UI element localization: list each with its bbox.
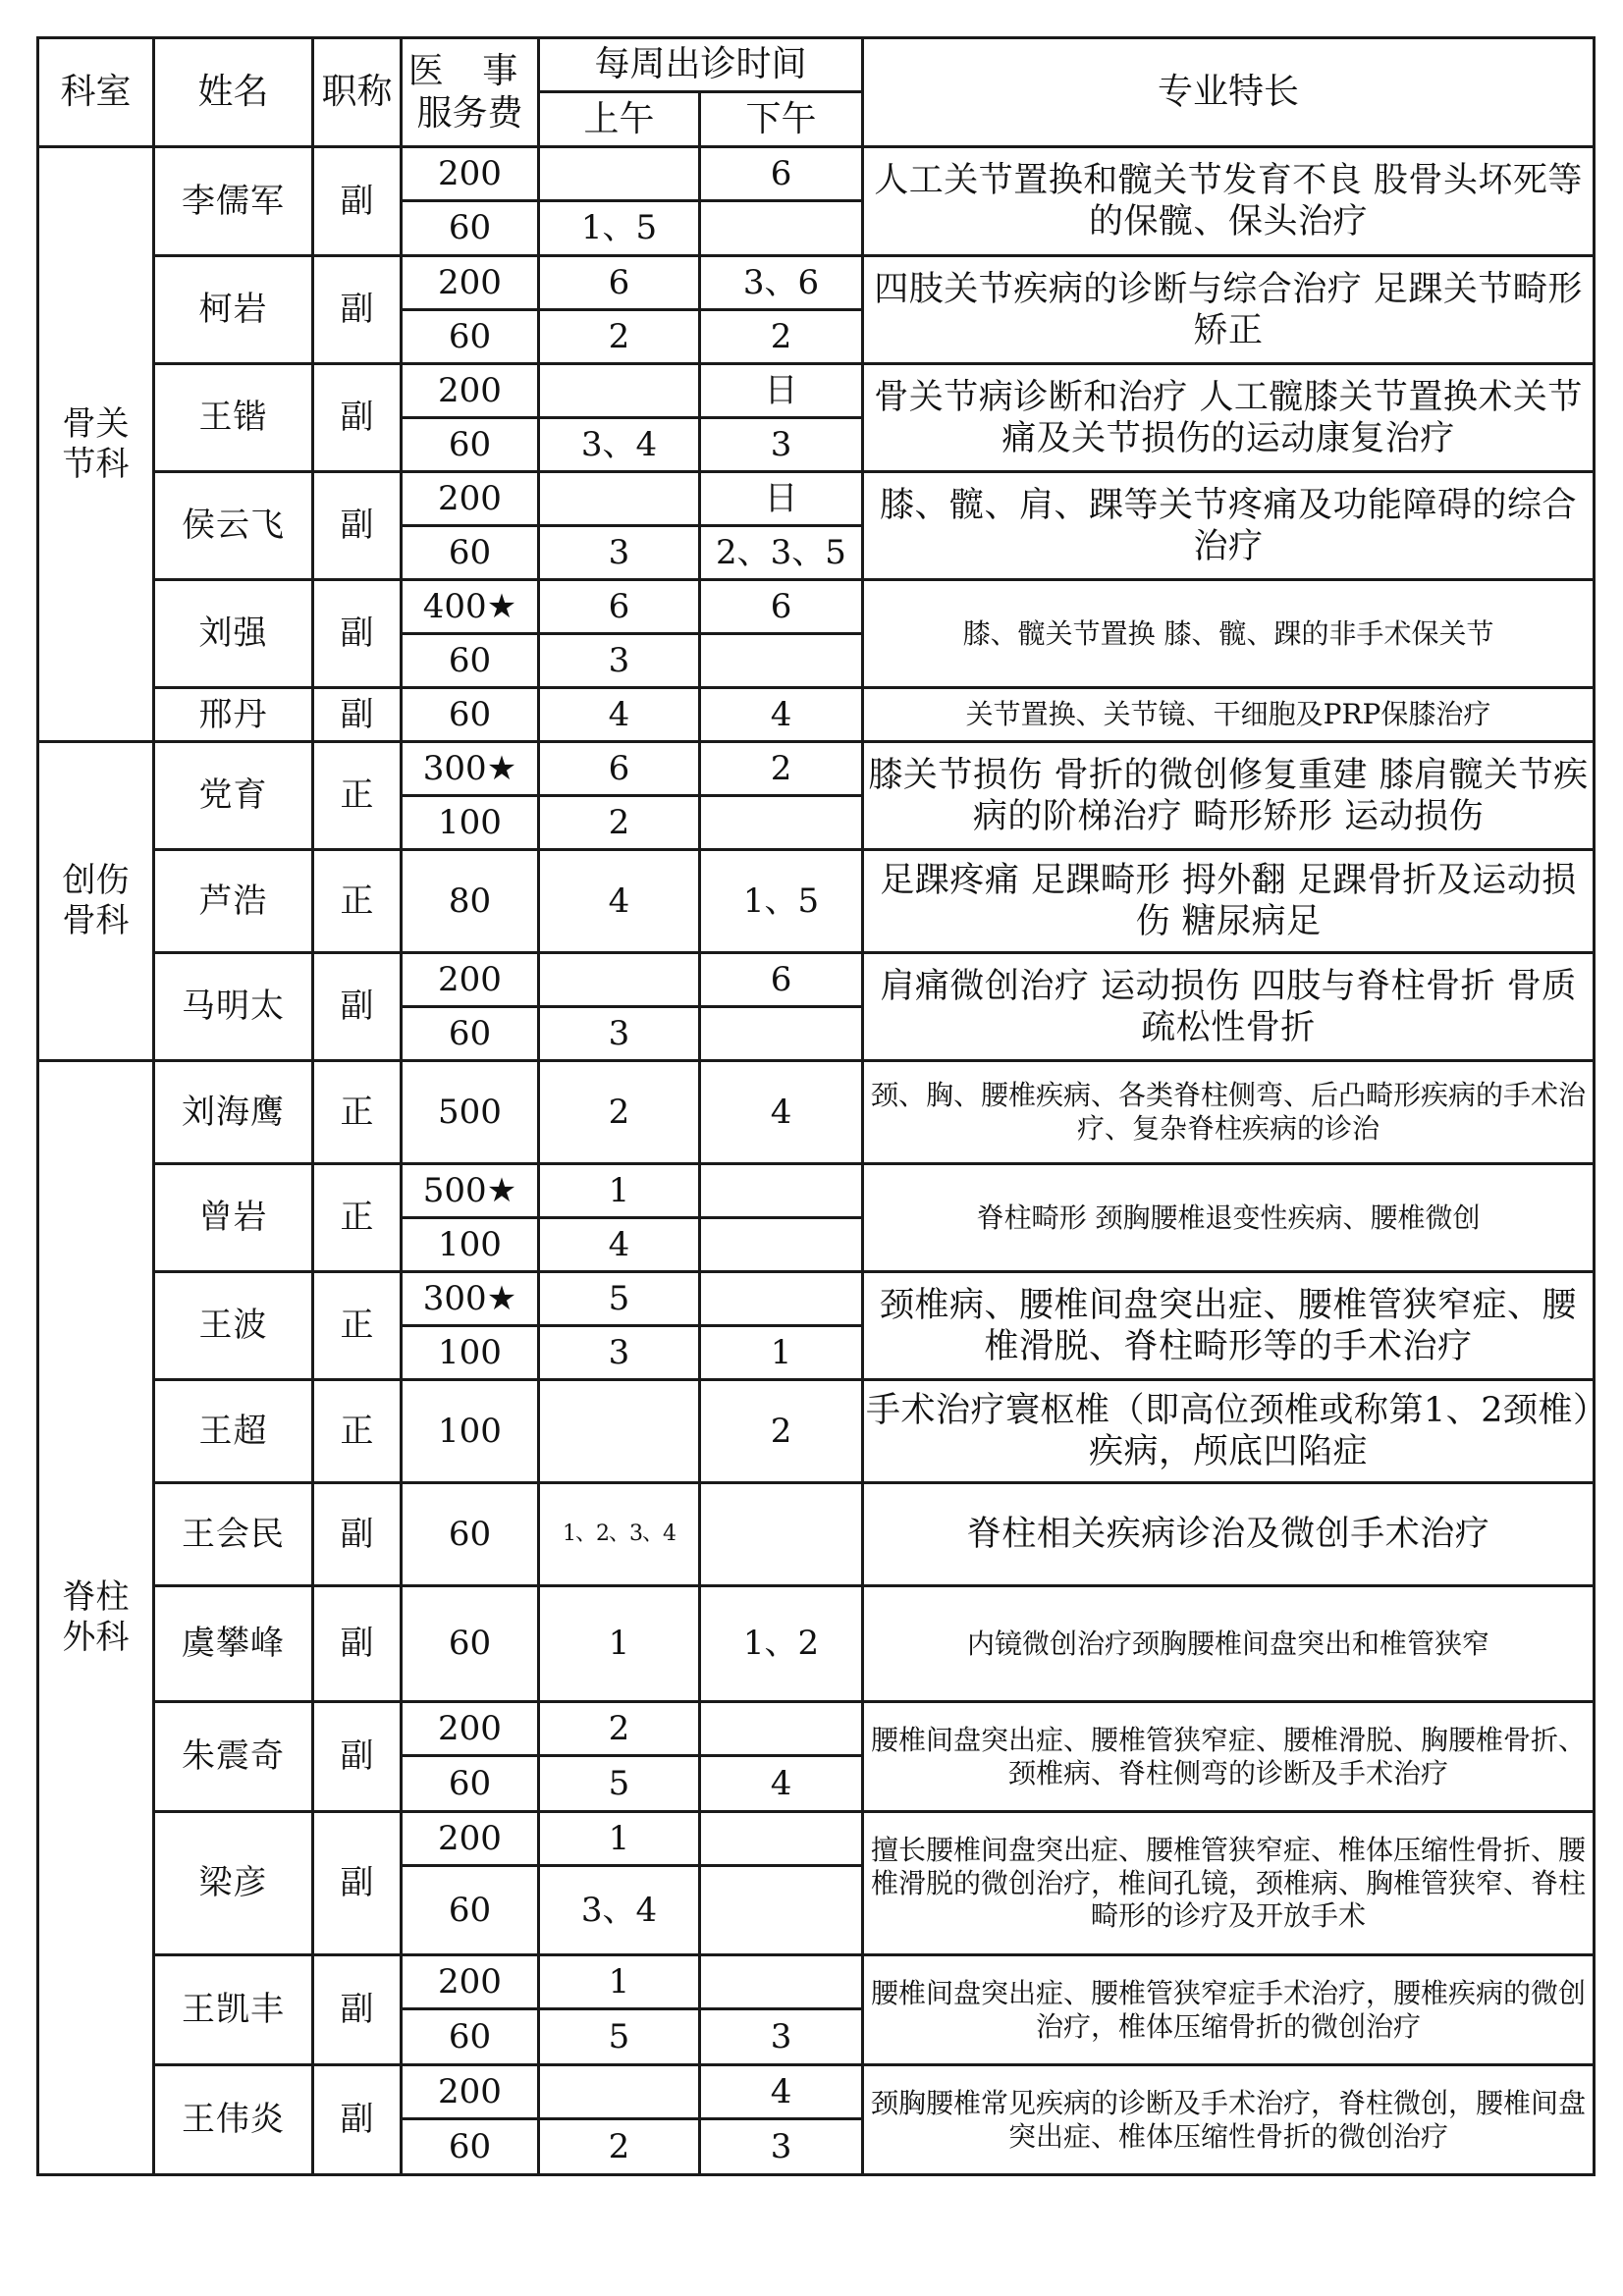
- fee-cell: 500: [402, 1061, 539, 1164]
- specialty-cell: 颈椎病、腰椎间盘突出症、腰椎管狭窄症、腰椎滑脱、脊柱畸形等的手术治疗: [863, 1272, 1595, 1380]
- am-cell: 3: [539, 1326, 700, 1380]
- pm-cell: [700, 1702, 863, 1756]
- specialty-cell: 脊柱相关疾病诊治及微创手术治疗: [863, 1483, 1595, 1586]
- pm-cell: [700, 1007, 863, 1061]
- specialty-cell: 膝、髋关节置换 膝、髋、踝的非手术保关节: [863, 580, 1595, 688]
- fee-cell: 300★: [402, 1272, 539, 1326]
- doctor-name: 马明太: [154, 953, 313, 1061]
- header-fee: [402, 38, 539, 147]
- am-cell: 5: [539, 1272, 700, 1326]
- doctor-name: 王凯丰: [154, 1955, 313, 2065]
- header-pm: 下午: [700, 92, 863, 147]
- fee-cell: 400★: [402, 580, 539, 634]
- header-dept: 科室: [38, 38, 154, 147]
- schedule-sheet: [36, 36, 1596, 2176]
- doctor-title: 正: [313, 1061, 402, 1164]
- am-cell: 3、4: [539, 418, 700, 472]
- am-cell: 2: [539, 796, 700, 850]
- pm-cell: [700, 1164, 863, 1218]
- pm-cell: 1: [700, 1326, 863, 1380]
- pm-cell: 3、6: [700, 256, 863, 310]
- doctor-title: 副: [313, 2065, 402, 2175]
- am-cell: 6: [539, 580, 700, 634]
- pm-cell: [700, 796, 863, 850]
- header-name: 姓名: [154, 38, 313, 147]
- fee-cell: 100: [402, 1218, 539, 1272]
- table-row: [38, 953, 1595, 1007]
- doctor-title: 正: [313, 1380, 402, 1483]
- table-row: [38, 1483, 1595, 1586]
- fee-cell: 200: [402, 953, 539, 1007]
- table-row: [38, 364, 1595, 418]
- table-row: [38, 1955, 1595, 2009]
- table-row: [38, 1272, 1595, 1326]
- pm-cell: 4: [700, 688, 863, 742]
- am-cell: [539, 364, 700, 418]
- table-row: [38, 850, 1595, 953]
- pm-cell: 4: [700, 2065, 863, 2119]
- fee-cell: 200: [402, 147, 539, 201]
- am-cell: 4: [539, 1218, 700, 1272]
- fee-cell: 100: [402, 796, 539, 850]
- dept-name-line2: 外科: [62, 1618, 130, 1657]
- dept-cell: [38, 147, 154, 742]
- doctor-name: 王会民: [154, 1483, 313, 1586]
- fee-cell: 200: [402, 1812, 539, 1866]
- pm-cell: 4: [700, 1061, 863, 1164]
- pm-cell: 3: [700, 418, 863, 472]
- pm-cell: [700, 1866, 863, 1955]
- fee-cell: 60: [402, 418, 539, 472]
- fee-cell: 200: [402, 1702, 539, 1756]
- specialty-cell: 内镜微创治疗颈胸腰椎间盘突出和椎管狭窄: [863, 1586, 1595, 1702]
- table-row: [38, 1586, 1595, 1702]
- pm-cell: 2: [700, 742, 863, 796]
- fee-cell: 60: [402, 1007, 539, 1061]
- doctor-name: 邢丹: [154, 688, 313, 742]
- pm-cell: [700, 201, 863, 256]
- doctor-title: 副: [313, 688, 402, 742]
- table-row: [38, 742, 1595, 796]
- dept-name-line1: 脊柱: [62, 1577, 130, 1618]
- doctor-name: 王超: [154, 1380, 313, 1483]
- fee-cell: 200: [402, 364, 539, 418]
- table-row: [38, 580, 1595, 634]
- table-row: [38, 1380, 1595, 1483]
- pm-cell: 3: [700, 2119, 863, 2175]
- table-row: [38, 1164, 1595, 1218]
- doctor-title: 副: [313, 364, 402, 472]
- am-cell: 2: [539, 1061, 700, 1164]
- am-cell: 3: [539, 526, 700, 580]
- pm-cell: [700, 1483, 863, 1586]
- am-cell: 6: [539, 256, 700, 310]
- am-cell: 3、4: [539, 1866, 700, 1955]
- fee-cell: 100: [402, 1380, 539, 1483]
- pm-cell: 3: [700, 2009, 863, 2065]
- doctor-name: 柯岩: [154, 256, 313, 364]
- am-cell: 5: [539, 2009, 700, 2065]
- pm-cell: 2、3、5: [700, 526, 863, 580]
- specialty-cell: 腰椎间盘突出症、腰椎管狭窄症、腰椎滑脱、胸腰椎骨折、颈椎病、脊柱侧弯的诊断及手术治疗: [863, 1702, 1595, 1812]
- fee-cell: 300★: [402, 742, 539, 796]
- specialty-cell: 手术治疗寰枢椎（即高位颈椎或称第1、2颈椎）疾病，颅底凹陷症: [863, 1380, 1595, 1483]
- header-am: 上午: [539, 92, 700, 147]
- pm-cell: 6: [700, 147, 863, 201]
- doctor-name: 梁彦: [154, 1812, 313, 1955]
- fee-cell: 100: [402, 1326, 539, 1380]
- am-cell: [539, 472, 700, 526]
- table-row: [38, 472, 1595, 526]
- specialty-cell: 四肢关节疾病的诊断与综合治疗 足踝关节畸形矫正: [863, 256, 1595, 364]
- specialty-cell: 膝关节损伤 骨折的微创修复重建 膝肩髋关节疾病的阶梯治疗 畸形矫形 运动损伤: [863, 742, 1595, 850]
- pm-cell: 1、5: [700, 850, 863, 953]
- specialty-cell: 颈、胸、腰椎疾病、各类脊柱侧弯、后凸畸形疾病的手术治疗、复杂脊柱疾病的诊治: [863, 1061, 1595, 1164]
- header-weekly-time: 每周出诊时间: [539, 38, 863, 92]
- fee-cell: 60: [402, 201, 539, 256]
- dept-name-line2: 骨科: [62, 901, 130, 940]
- header-fee-line1: 医 事: [407, 50, 532, 91]
- am-cell: [539, 147, 700, 201]
- doctor-title: 副: [313, 1483, 402, 1586]
- specialty-cell: 擅长腰椎间盘突出症、腰椎管狭窄症、椎体压缩性骨折、腰椎滑脱的微创治疗，椎间孔镜，颈椎病、胸椎管狭窄、脊柱畸形的诊疗及开放手术: [863, 1812, 1595, 1955]
- doctor-name: 朱震奇: [154, 1702, 313, 1812]
- fee-cell: 60: [402, 634, 539, 688]
- specialty-cell: 肩痛微创治疗 运动损伤 四肢与脊柱骨折 骨质疏松性骨折: [863, 953, 1595, 1061]
- doctor-name: 刘强: [154, 580, 313, 688]
- specialty-cell: 人工关节置换和髋关节发育不良 股骨头坏死等的保髋、保头治疗: [863, 147, 1595, 256]
- am-cell: [539, 1380, 700, 1483]
- pm-cell: [700, 1218, 863, 1272]
- fee-cell: 200: [402, 472, 539, 526]
- fee-cell: 60: [402, 1756, 539, 1812]
- doctor-name: 侯云飞: [154, 472, 313, 580]
- fee-cell: 200: [402, 1955, 539, 2009]
- doctor-name: 虞攀峰: [154, 1586, 313, 1702]
- doctor-name: 王锴: [154, 364, 313, 472]
- doctor-title: 副: [313, 1812, 402, 1955]
- am-cell: [539, 2065, 700, 2119]
- doctor-title: 副: [313, 147, 402, 256]
- table-row: [38, 147, 1595, 201]
- fee-cell: 60: [402, 688, 539, 742]
- pm-cell: [700, 1955, 863, 2009]
- am-cell: 1: [539, 1955, 700, 2009]
- fee-cell: 200: [402, 2065, 539, 2119]
- doctor-title: 正: [313, 1272, 402, 1380]
- dept-cell: [38, 1061, 154, 2175]
- header-row-1: [38, 38, 1595, 92]
- doctor-title: 副: [313, 953, 402, 1061]
- fee-cell: 60: [402, 1483, 539, 1586]
- doctor-name: 王伟炎: [154, 2065, 313, 2175]
- am-cell: 2: [539, 2119, 700, 2175]
- table-row: [38, 1702, 1595, 1756]
- am-cell: 3: [539, 634, 700, 688]
- doctor-title: 副: [313, 1955, 402, 2065]
- table-row: [38, 2065, 1595, 2119]
- pm-cell: [700, 1812, 863, 1866]
- am-cell: 5: [539, 1756, 700, 1812]
- dept-name-line1: 骨关: [62, 403, 130, 444]
- specialty-cell: 颈胸腰椎常见疾病的诊断及手术治疗，脊柱微创，腰椎间盘突出症、椎体压缩性骨折的微创治疗: [863, 2065, 1595, 2175]
- fee-cell: 60: [402, 2009, 539, 2065]
- specialty-cell: 骨关节病诊断和治疗 人工髋膝关节置换术关节痛及关节损伤的运动康复治疗: [863, 364, 1595, 472]
- pm-cell: 2: [700, 310, 863, 364]
- doctor-title: 正: [313, 1164, 402, 1272]
- doctor-name: 芦浩: [154, 850, 313, 953]
- am-cell: 4: [539, 688, 700, 742]
- fee-cell: 60: [402, 310, 539, 364]
- header-specialty: 专业特长: [863, 38, 1595, 147]
- am-cell: [539, 953, 700, 1007]
- header-title: 职称: [313, 38, 402, 147]
- am-cell: 6: [539, 742, 700, 796]
- doctor-title: 正: [313, 850, 402, 953]
- fee-cell: 60: [402, 2119, 539, 2175]
- fee-cell: 500★: [402, 1164, 539, 1218]
- am-cell: 2: [539, 310, 700, 364]
- specialty-cell: 关节置换、关节镜、干细胞及PRP保膝治疗: [863, 688, 1595, 742]
- doctor-name: 曾岩: [154, 1164, 313, 1272]
- dept-name-line2: 节科: [62, 444, 130, 484]
- doctor-title: 副: [313, 1702, 402, 1812]
- am-cell: 3: [539, 1007, 700, 1061]
- pm-cell: 4: [700, 1756, 863, 1812]
- fee-cell: 60: [402, 1866, 539, 1955]
- pm-cell: 日: [700, 364, 863, 418]
- am-cell: 1: [539, 1586, 700, 1702]
- doctor-title: 副: [313, 256, 402, 364]
- schedule-table: [36, 36, 1596, 2176]
- pm-cell: 日: [700, 472, 863, 526]
- fee-cell: 80: [402, 850, 539, 953]
- doctor-name: 李儒军: [154, 147, 313, 256]
- dept-cell: [38, 742, 154, 1061]
- pm-cell: 6: [700, 580, 863, 634]
- doctor-title: 正: [313, 742, 402, 850]
- am-cell: 1、2、3、4: [539, 1483, 700, 1586]
- pm-cell: [700, 1272, 863, 1326]
- specialty-cell: 腰椎间盘突出症、腰椎管狭窄症手术治疗，腰椎疾病的微创治疗，椎体压缩骨折的微创治疗: [863, 1955, 1595, 2065]
- doctor-title: 副: [313, 580, 402, 688]
- table-row: [38, 1061, 1595, 1164]
- pm-cell: 6: [700, 953, 863, 1007]
- header-fee-line2: 服务费: [416, 93, 523, 133]
- specialty-cell: 足踝疼痛 足踝畸形 拇外翻 足踝骨折及运动损伤 糖尿病足: [863, 850, 1595, 953]
- table-row: [38, 688, 1595, 742]
- pm-cell: [700, 634, 863, 688]
- am-cell: 1: [539, 1164, 700, 1218]
- specialty-cell: 脊柱畸形 颈胸腰椎退变性疾病、腰椎微创: [863, 1164, 1595, 1272]
- pm-cell: 2: [700, 1380, 863, 1483]
- fee-cell: 200: [402, 256, 539, 310]
- doctor-title: 副: [313, 472, 402, 580]
- doctor-name: 刘海鹰: [154, 1061, 313, 1164]
- doctor-title: 副: [313, 1586, 402, 1702]
- am-cell: 2: [539, 1702, 700, 1756]
- am-cell: 1、5: [539, 201, 700, 256]
- fee-cell: 60: [402, 1586, 539, 1702]
- doctor-name: 党育: [154, 742, 313, 850]
- dept-name-line1: 创伤: [62, 861, 130, 901]
- pm-cell: 1、2: [700, 1586, 863, 1702]
- table-row: [38, 256, 1595, 310]
- specialty-cell: 膝、髋、肩、踝等关节疼痛及功能障碍的综合治疗: [863, 472, 1595, 580]
- fee-cell: 60: [402, 526, 539, 580]
- am-cell: 1: [539, 1812, 700, 1866]
- am-cell: 4: [539, 850, 700, 953]
- table-row: [38, 1812, 1595, 1866]
- doctor-name: 王波: [154, 1272, 313, 1380]
